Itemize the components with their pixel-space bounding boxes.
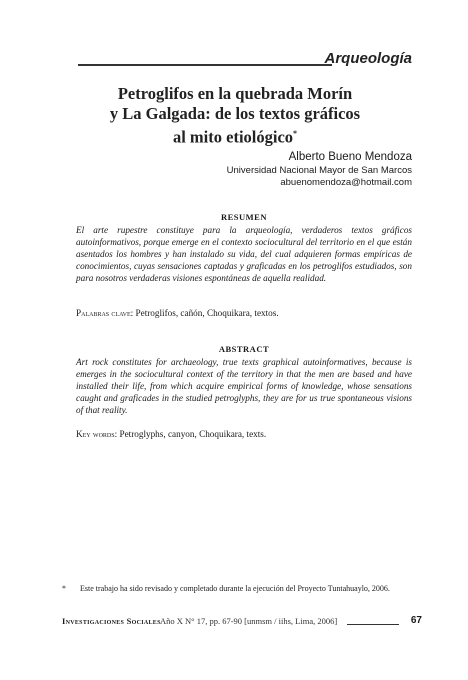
resumen-keywords-value: Petroglifos, cañón, Choquikara, textos.	[135, 308, 279, 318]
page-footer	[62, 615, 422, 629]
footer-journal-name: Investigaciones Sociales	[62, 616, 161, 626]
abstract-text: Art rock constitutes for archaeology, true texts graphical autoinformatives, because is emerges in the sociocultural context of the territory in that the men are based and have installed their life, from which acquire empirical forms of knowledge, whose sensations caught and graficades in the studied petroglyphs, they are for us true spontaneous visions of that reality.	[76, 357, 412, 415]
abstract-heading: ABSTRACT	[218, 344, 270, 354]
title-footnote-marker: *	[293, 129, 298, 138]
resumen-heading: RESUMEN	[220, 212, 267, 222]
footer-issue-info: Año X N° 17, pp. 67-90 [unmsm / iihs, Lima, 2006]	[160, 616, 338, 626]
footnote	[62, 584, 422, 594]
title-line-3-text: al mito etiológico	[172, 127, 294, 147]
header-rule	[78, 64, 332, 66]
title-line-1: Petroglifos en la quebrada Morín	[117, 84, 353, 103]
resumen-keywords-label: Palabras clave:	[76, 308, 134, 318]
footer-rule	[347, 624, 399, 625]
section-label: Arqueología	[324, 50, 412, 67]
footnote-text: Este trabajo ha sido revisado y completado durante la ejecución del Proyecto Tuntahuaylo, 2006.	[80, 584, 390, 593]
page-number: 67	[410, 615, 422, 626]
abstract-keywords-label: Key words:	[76, 429, 118, 439]
abstract-keywords	[76, 428, 412, 440]
author-email[interactable]: abuenomendoza@hotmail.com	[280, 177, 412, 188]
author-name: Alberto Bueno Mendoza	[288, 151, 412, 163]
title-line-2: y La Galgada: de los textos gráficos	[109, 104, 361, 123]
footnote-marker: *	[62, 584, 66, 593]
article-title	[80, 84, 390, 148]
resumen-text: El arte rupestre constituye para la arqueología, verdaderos textos gráficos autoinformativos, porque emerge en el contexto sociocultural del territorio en el que están asentados los hombres y han instalado su vida, del cual adquieren formas empíricas de conocimientos, cuyas sensaciones captadas y graficadas en los petroglifos estudiados, son para nosotros verdaderas visiones espontáneas de aquella realidad.	[76, 225, 412, 283]
title-line-3	[80, 124, 390, 148]
author-block	[227, 150, 412, 189]
author-affiliation: Universidad Nacional Mayor de San Marcos	[226, 165, 412, 176]
resumen-keywords	[76, 307, 412, 319]
abstract-keywords-value: Petroglyphs, canyon, Choquikara, texts.	[119, 429, 267, 439]
